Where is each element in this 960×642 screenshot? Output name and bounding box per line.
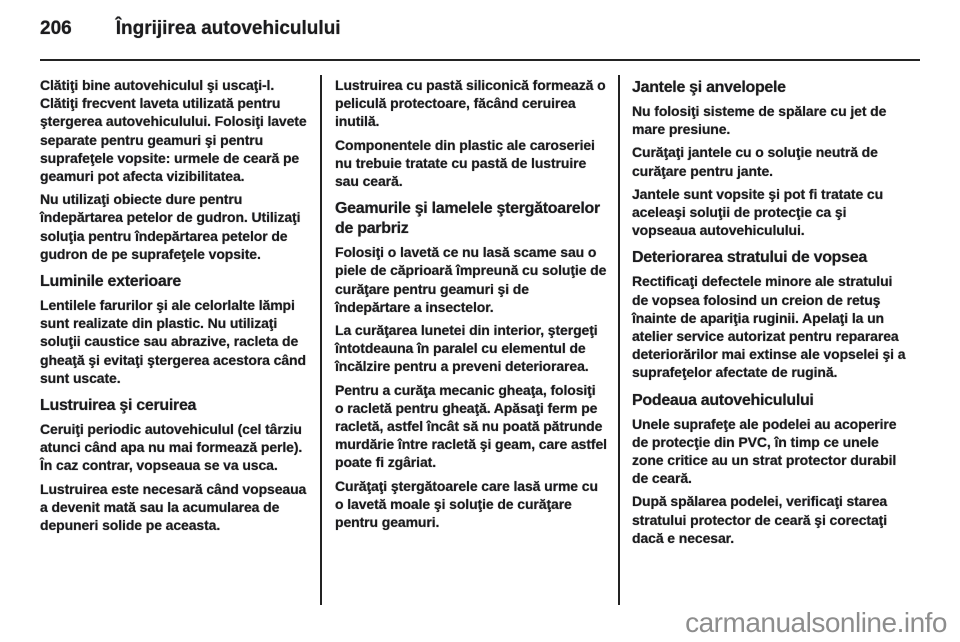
paragraph: Curăţaţi ştergătoarele care lasă urme cu o lavetă moale şi soluţie de curăţare pentru geamuri. (335, 477, 598, 531)
paragraph: Ceruiţi periodic autovehiculul (cel târziu atunci când apa nu mai formează perle). În caz contrar, vopseaua se va usca. (40, 421, 303, 474)
paragraph: La curăţarea lunetei din interior, ştergeţi întotdeauna în paralel cu elementul de încălzire pentru a preveni deteriorarea. (335, 322, 598, 375)
section-heading: Podeaua autovehiculului (632, 391, 814, 409)
column-separator (320, 75, 322, 605)
paragraph: Curăţaţi jantele cu o soluţie neutră de curăţare pentru jante. (632, 144, 878, 179)
page-header (40, 18, 920, 48)
section-heading: Geamurile şi lamelele ştergătoarelor de parbriz (335, 200, 600, 238)
section-heading: Lustruirea şi ceruirea (40, 397, 197, 415)
text-column-3 (632, 76, 910, 552)
paragraph: Folosiţi o lavetă ce nu lasă scame sau o piele de căprioară împreună cu soluţie de curăţare pentru geamuri şi de îndepărtare a insectelor. (335, 244, 607, 315)
paragraph: Nu folosiţi sisteme de spălare cu jet de mare presiune. (632, 103, 887, 138)
page-number: 206 (40, 18, 72, 39)
paragraph: Jantele sunt vopsite şi pot fi tratate cu aceleaşi soluţii de protecţie ca şi vopseaua autovehiculului. (632, 185, 884, 239)
paragraph: Rectificaţi defectele minore ale stratului de vopsea folosind un creion de retuş înainte de apariţia ruginii. Apelaţi la un atelier service autorizat pentru repararea deteriorărilor mai extinse ale vopselei şi a suprafeţelor afectate de rugină. (632, 273, 906, 381)
section-heading: Luminile exterioare (40, 273, 182, 291)
paragraph: Unele suprafeţe ale podelei au acoperire de protecţie din PVC, în timp ce unele zone critice au un strat protector durabil de ceară. (632, 415, 897, 487)
paragraph: Lentilele farurilor şi ale celorlalte lămpi sunt realizate din plastic. Nu utilizaţi soluţii caustice sau abrazive, racleta de gheaţă şi evitaţi ştergerea acestora când sunt uscate. (40, 297, 306, 386)
paragraph: Nu utilizaţi obiecte dure pentru îndepărtarea petelor de gudron. Utilizaţi soluţia pentru îndepărtarea petelor de gudron de pe suprafeţele vopsite. (40, 191, 301, 262)
column-separator (618, 75, 620, 605)
section-heading: Jantele şi anvelopele (632, 79, 786, 96)
section-heading: Deteriorarea stratului de vopsea (632, 249, 867, 267)
watermark: carmanualsonline.info (685, 607, 947, 638)
text-column-2 (335, 76, 607, 536)
paragraph: Componentele din plastic ale caroseriei nu trebuie tratate cu pastă de lustruire sau ceară. (335, 136, 595, 190)
header-rule (40, 59, 920, 61)
paragraph: Lustruirea cu pastă siliconică formează o peliculă protectoare, făcând ceruirea inutilă. (335, 77, 606, 130)
paragraph: Pentru a curăţa mecanic gheaţa, folosiţi o racletă pentru gheaţă. Apăsaţi ferm pe racletă, astfel încât să nu poată pătrunde murdărie între racletă şi geam, care astfel poate fi zgâriat. (335, 381, 607, 471)
paragraph: Clătiţi bine autovehiculul şi uscaţi-l. Clătiţi frecvent laveta utilizată pentru ştergerea autovehiculului. Folosiţi lavete separate pentru geamuri şi pentru suprafeţele vopsite: urmele de ceară pe geamuri pot afecta vizibilitatea. (40, 77, 307, 185)
page-title: Îngrijirea autovehiculului (115, 18, 341, 39)
text-column-1 (40, 76, 308, 539)
paragraph: Lustruirea este necesară când vopseaua a devenit mată sau la acumularea de depuneri solide pe aceasta. (40, 480, 307, 534)
paragraph: După spălarea podelei, verificaţi starea stratului protector de ceară şi corectaţi dacă e necesar. (632, 493, 888, 546)
